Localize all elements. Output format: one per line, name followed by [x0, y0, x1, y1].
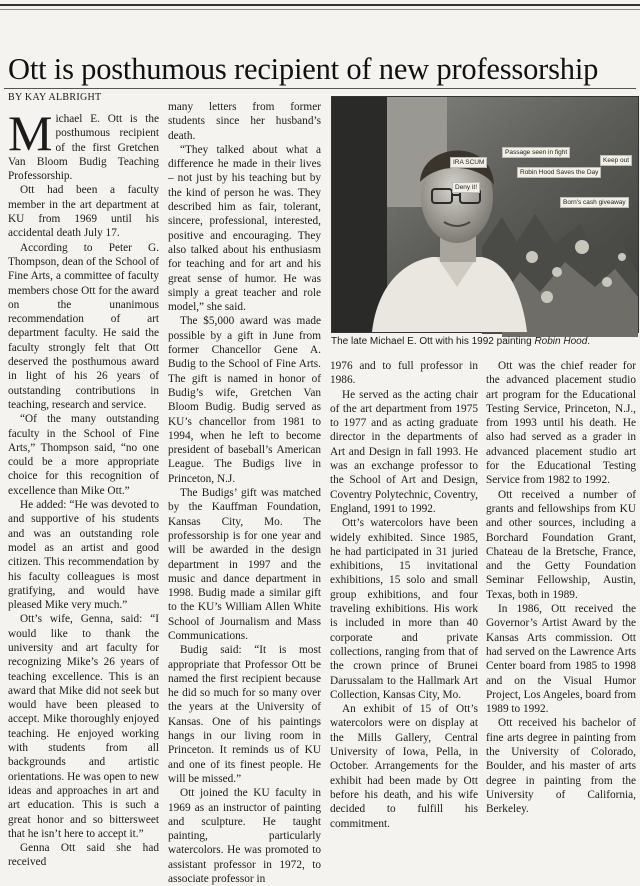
paragraph: An exhibit of 15 of Ott’s watercolors were on display at the Mills Gallery, Central University of Iowa, Pella, in October. Arrangements for the exhibit had been made by Ott before his death, and his wife decided to fulfill his commitment. [330, 703, 478, 830]
article-column-4 [486, 359, 636, 816]
paragraph: Ott received his bachelor of fine arts degree in painting from the University of Colorado, Boulder, and his master of arts degree in painting from the University of California, Berkeley. [486, 717, 636, 816]
paragraph: many letters from former students since her husband’s death. [168, 101, 321, 142]
headline-rule [4, 88, 636, 89]
headline: Ott is posthumous recipient of new professorship [8, 52, 599, 86]
photo-sign: Robin Hood Saves the Day [517, 167, 601, 178]
article-column-2 [168, 100, 321, 886]
paragraph: Ott received a number of grants and fellowships from KU and other sources, including a Borchard Foundation Grant, Chateau de la Bretsche, France, and the Getty Foundation Seminar Fellowship, Austin, Texas, both in 1989. [486, 488, 636, 601]
paragraph: Ott was the chief reader for the advanced placement studio art program for the Educational Testing Service, Princeton, N.J., from 1993 until his death. He also had served as a grader in advanced placement studio art for the Educational Testing Service from 1982 to 1992. [486, 360, 636, 487]
photo-sign: Passage seen in fight [502, 147, 570, 158]
paragraph: According to Peter G. Thompson, dean of the School of Fine Arts, a committee of faculty members chose Ott for the award on the unanimous recommendation of art department faculty. He said the faculty strongly felt that Ott deserved the posthumous award in light of his 26 years of outstanding contributions in teaching, research and service. [8, 241, 159, 411]
paragraph: In 1986, Ott received the Governor’s Artist Award by the Kansas Arts commission. Ott had served on the Lawrence Arts Center board from 1985 to 1998 and on the Visual Humor Project, Los Angeles, board from 1989 to 1992. [486, 603, 636, 716]
top-rule [0, 4, 640, 6]
paragraph: The $5,000 award was made possible by a gift in June from former Chancellor Gene A. Budig to the School of Fine Arts. The gift is named in honor of Budig’s wife, Gretchen Van Bloom Budig. Budig served as KU’s chancellor from 1981 to 1994, when he left to become president of baseball’s American League. The Budigs live in Princeton, N.J. [168, 315, 321, 485]
drop-cap: M [8, 105, 53, 161]
paragraph: Ott had been a faculty member in the art department at KU from 1969 until his accidental death July 17. [8, 184, 159, 240]
paragraph: Genna Ott said she had received [8, 842, 159, 869]
photo-sign: Keep out [600, 155, 632, 166]
photo-illustration [332, 97, 638, 332]
article-column-1 [8, 105, 159, 869]
photo-sign: Deny it! [452, 182, 480, 193]
photo-sign: IRA SCUM [450, 157, 487, 168]
paragraph: He served as the acting chair of the art department from 1975 to 1977 and as acting graduate director in the departments of Art and Design in fall 1993. He was an exchange professor to the School of Art and Design, Coventry Polytechnic, Coventry, England, 1991 to 1992. [330, 388, 478, 515]
article-column-3 [330, 359, 478, 830]
paragraph: Budig said: “It is most appropriate that Professor Ott be named the first recipient because he did so much for so many over the years at the University of Kansas. One of his paintings hangs in our living room in Princeton. It reminds us of KU and one of its finest people. He will be missed.” [168, 644, 321, 785]
paragraph: He added: “He was devoted to and supportive of his students and was an outstanding role model as an artist and good citizen. This recommendation by his faculty colleagues is most gratifying, and would have pleased Mike very much.” [8, 499, 159, 612]
paragraph: Ott joined the KU faculty in 1969 as an instructor of painting and sculpture. He taught painting, particularly watercolors. He was promoted to assistant professor in 1972, to associate professor in [168, 787, 321, 886]
paragraph: “Of the many outstanding faculty in the School of Fine Arts,” Thompson said, “no one could be a more appropriate choice for this recognition of excellence than Mike Ott.” [8, 413, 159, 497]
photo-sign: Born's cash giveaway [560, 197, 629, 208]
paragraph: The Budigs’ gift was matched by the Kauffman Foundation, Kansas City, Mo. The professorship is for one year and will be awarded in the design department in 1997 and the music and dance department in 1998. Budig made a similar gift to the KU’s William Allen White School of Journalism and Mass Communications. [168, 487, 321, 642]
byline: BY KAY ALBRIGHT [8, 92, 102, 103]
portrait-photo [331, 96, 639, 333]
paragraph: Ott’s watercolors have been widely exhibited. Since 1985, he had participated in 31 juried exhibitions, 15 invitational exhibitions, 15 solo and small group exhibitions, and four traveling exhibitions. His work is included in more than 40 corporate and private collections, ranging from that of the crown prince of Brunei Darussalam to the Hallmark Art Collection, Kansas City, Mo. [330, 517, 478, 701]
top-rule-thin [0, 9, 640, 10]
lead-paragraph: Michael E. Ott is the posthumous recipient of the first Gretchen Van Bloom Budig Teaching Professorship. [8, 105, 159, 183]
paragraph: Ott’s wife, Genna, said: “I would like to thank the university and art faculty for recognizing Mike’s 26 years of teaching excellence. This is an award that Mike did not seek but would have been pleased to accept. Mike thoroughly enjoyed teaching. He enjoyed working with students from all backgrounds and artistic orientations. He was open to new ideas and approaches in art and art education. This is such a great honor and so bittersweet that he isn’t here to accept it.” [8, 613, 159, 840]
photo-caption: The late Michael E. Ott with his 1992 painting Robin Hood. [331, 336, 591, 347]
paragraph: 1976 and to full professor in 1986. [330, 360, 478, 387]
paragraph: “They talked about what a difference he made in their lives – not just by his teaching but by the kind of person he was. They described him as fair, tolerant, sincere, professional, interested, positive and encouraging. They also talked about his enthusiasm for teaching and for art and his great sense of humor. He was simply a great teacher and role model,” she said. [168, 143, 321, 314]
